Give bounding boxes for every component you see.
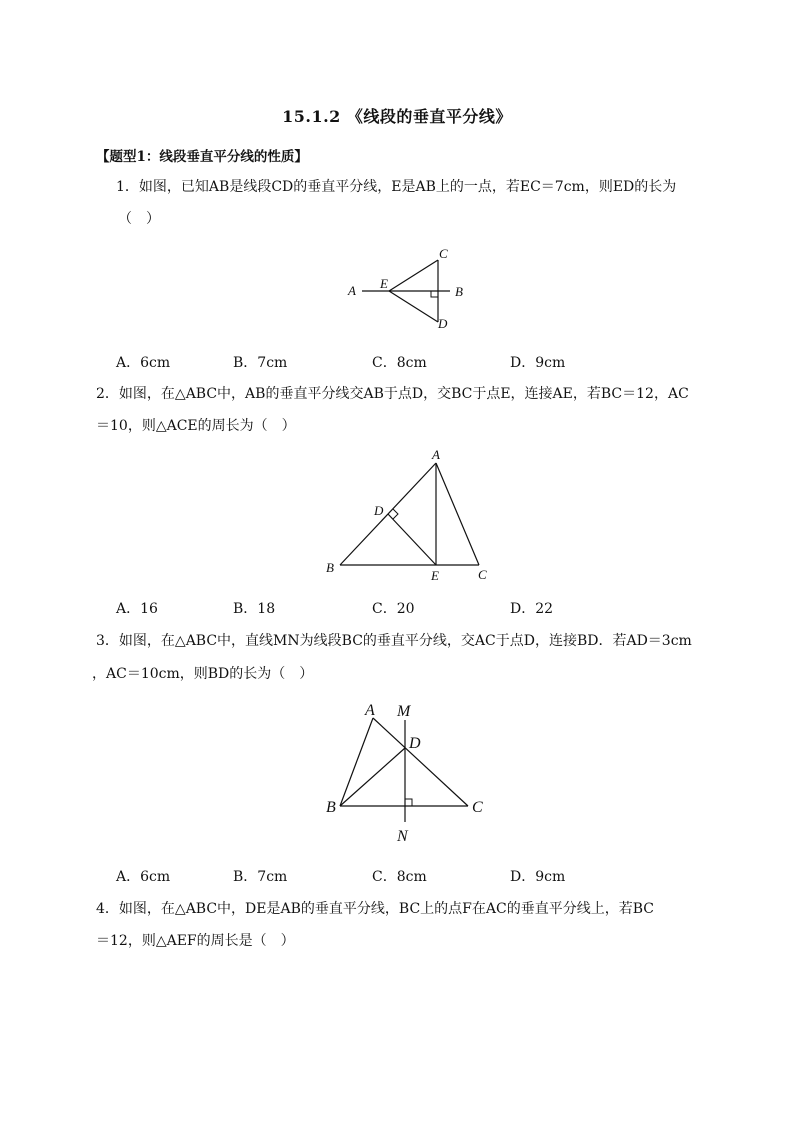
label-d: D (409, 735, 421, 752)
label-d: D (438, 316, 448, 331)
label-c: C (478, 567, 487, 582)
right-angle-mark (393, 509, 398, 519)
question-3-line-1 (96, 625, 692, 657)
segment-de (388, 514, 436, 565)
question-2-option-d[interactable]: D．22 (510, 601, 554, 617)
label-b: B (326, 799, 336, 816)
label-e: E (431, 568, 439, 583)
label-a: A (432, 447, 440, 462)
label-c: C (439, 246, 448, 261)
question-3-text: 如图，在△ABC中，直线MN为线段BC的垂直平分线，交AC于点D，连接BD．若AD＝3cm (118, 633, 692, 649)
segment-ab (340, 463, 436, 565)
label-b: B (455, 284, 463, 299)
question-1-line-1 (116, 171, 676, 203)
label-n: N (397, 828, 408, 845)
section-heading: 【题型1：线段垂直平分线的性质】 (96, 149, 308, 165)
segment-ab (340, 718, 373, 806)
question-1-number: 1． (116, 179, 139, 195)
question-3-line-2: ，AC＝10cm，则BD的长为（ ） (92, 666, 314, 682)
label-a: A (365, 702, 375, 719)
question-4-line-1 (96, 893, 654, 925)
label-e: E (380, 276, 388, 291)
question-2-option-c[interactable]: C．20 (372, 601, 415, 617)
segment-ec (389, 260, 438, 291)
question-2-line-2: ＝10，则△ACE的周长为（ ） (96, 418, 296, 434)
question-2-text: 如图，在△ABC中，AB的垂直平分线交AB于点D，交BC于点E，连接AE，若BC＝12，AC (118, 386, 689, 402)
segment-ac (373, 718, 468, 806)
question-1-text: 如图，已知AB是线段CD的垂直平分线，E是AB上的一点，若EC＝7cm，则ED的长为 (138, 179, 677, 195)
label-c: C (472, 799, 483, 816)
right-angle-mark (405, 799, 412, 806)
question-2-option-b[interactable]: B．18 (233, 601, 276, 617)
label-m: M (397, 703, 411, 720)
label-a: A (348, 283, 356, 298)
question-3-option-b[interactable]: B．7cm (233, 869, 288, 885)
label-d: D (374, 503, 384, 518)
question-1-option-c[interactable]: C．8cm (372, 355, 427, 371)
segment-ac (436, 463, 479, 565)
question-2-option-a[interactable]: A．16 (116, 601, 158, 617)
question-3-number: 3． (96, 633, 119, 649)
question-4-number: 4． (96, 901, 119, 917)
right-angle-mark (431, 291, 438, 297)
question-4-line-2: ＝12，则△AEF的周长是（ ） (96, 933, 295, 949)
page-title: 15.1.2 《线段的垂直平分线》 (282, 107, 512, 126)
question-3-option-c[interactable]: C．8cm (372, 869, 427, 885)
label-b: B (326, 560, 334, 575)
question-2-line-1 (96, 378, 689, 410)
segment-ed (389, 291, 438, 322)
segment-bd (340, 748, 405, 806)
question-1-option-a[interactable]: A．6cm (116, 355, 171, 371)
question-1-option-d[interactable]: D．9cm (510, 355, 566, 371)
question-1-line-2: （ ） (118, 211, 160, 227)
question-4-text: 如图，在△ABC中，DE是AB的垂直平分线，BC上的点F在AC的垂直平分线上，若BC (118, 901, 654, 917)
question-1-option-b[interactable]: B．7cm (233, 355, 288, 371)
question-3-option-d[interactable]: D．9cm (510, 869, 566, 885)
question-2-number: 2． (96, 386, 119, 402)
question-3-option-a[interactable]: A．6cm (116, 869, 171, 885)
